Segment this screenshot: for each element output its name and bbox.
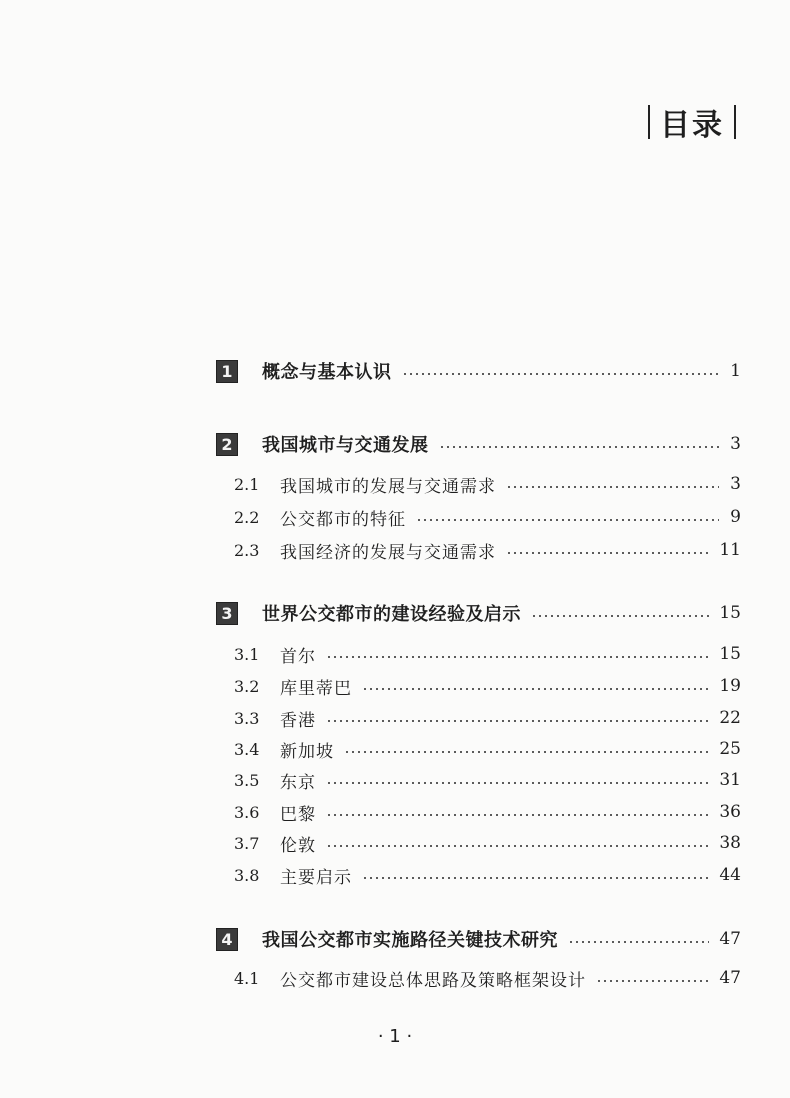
section-2-1[interactable]: [234, 470, 741, 498]
section-number: 3.2: [234, 676, 260, 696]
section-3-3[interactable]: [234, 704, 741, 732]
dot-leader: [596, 980, 709, 982]
section-title: 香港: [280, 710, 316, 731]
page-number: 38: [719, 833, 741, 853]
section-3-8[interactable]: [234, 861, 741, 889]
section-number: 4.1: [234, 968, 260, 988]
section-title: 伦敦: [280, 835, 316, 856]
chapter-title: 世界公交都市的建设经验及启示: [262, 604, 521, 625]
dot-leader: [326, 656, 709, 658]
chapter-title: 我国公交都市实施路径关键技术研究: [262, 930, 558, 951]
section-title: 新加坡: [280, 741, 334, 762]
section-title: 库里蒂巴: [280, 678, 352, 699]
section-title: 公交都市的特征: [280, 509, 406, 530]
chapter-2[interactable]: [216, 429, 741, 459]
section-title: 我国经济的发展与交通需求: [280, 542, 496, 563]
section-title: 首尔: [280, 646, 316, 667]
chapter-4[interactable]: [216, 924, 741, 954]
chapter-number-badge: 2: [216, 433, 238, 456]
section-number: 3.6: [234, 802, 260, 822]
page-number: 15: [719, 644, 741, 664]
section-title: 巴黎: [280, 804, 316, 825]
page-number: 36: [719, 802, 741, 822]
section-title: 公交都市建设总体思路及策略框架设计: [280, 970, 586, 991]
page-number: 11: [719, 540, 741, 560]
section-number: 2.3: [234, 540, 260, 560]
dot-leader: [326, 845, 709, 847]
page-folio: · 1 ·: [377, 1026, 413, 1047]
dot-leader: [506, 486, 719, 488]
page-number: 9: [730, 507, 741, 527]
dot-leader: [568, 941, 709, 943]
chapter-3[interactable]: [216, 598, 741, 628]
page-number: 47: [719, 968, 741, 988]
page-number: 22: [719, 708, 741, 728]
section-title: 我国城市的发展与交通需求: [280, 476, 496, 497]
chapter-number-badge: 4: [216, 928, 238, 951]
page-number: 44: [719, 865, 741, 885]
section-number: 3.1: [234, 644, 260, 664]
section-number: 3.4: [234, 739, 260, 759]
section-3-7[interactable]: [234, 829, 741, 857]
section-3-5[interactable]: [234, 766, 741, 794]
title-bar-left: [648, 105, 650, 139]
dot-leader: [362, 877, 709, 879]
page-number: 3: [730, 434, 741, 454]
section-3-1[interactable]: [234, 640, 741, 668]
section-number: 3.5: [234, 770, 260, 790]
chapter-1[interactable]: [216, 356, 741, 386]
page-number: 1: [730, 361, 741, 381]
toc-heading: [638, 100, 746, 144]
page-number: 31: [719, 770, 741, 790]
section-4-1[interactable]: [234, 964, 741, 992]
page-number: 15: [719, 603, 741, 623]
dot-leader: [362, 688, 709, 690]
dot-leader: [344, 751, 709, 753]
toc-title: 目录: [660, 108, 724, 143]
dot-leader: [439, 446, 720, 448]
section-title: 主要启示: [280, 867, 352, 888]
section-2-2[interactable]: [234, 503, 741, 531]
dot-leader: [506, 552, 709, 554]
chapter-title: 概念与基本认识: [262, 362, 392, 383]
chapter-number-badge: 3: [216, 602, 238, 625]
page-number: 19: [719, 676, 741, 696]
section-3-4[interactable]: [234, 735, 741, 763]
dot-leader: [402, 373, 720, 375]
title-bar-right: [734, 105, 736, 139]
dot-leader: [326, 814, 709, 816]
section-number: 2.2: [234, 507, 260, 527]
dot-leader: [416, 519, 719, 521]
section-title: 东京: [280, 772, 316, 793]
page-number: 25: [719, 739, 741, 759]
section-2-3[interactable]: [234, 536, 741, 564]
dot-leader: [531, 615, 709, 617]
section-3-2[interactable]: [234, 672, 741, 700]
dot-leader: [326, 720, 709, 722]
section-number: 3.8: [234, 865, 260, 885]
chapter-number-badge: 1: [216, 360, 238, 383]
section-3-6[interactable]: [234, 798, 741, 826]
section-number: 3.3: [234, 708, 260, 728]
section-number: 3.7: [234, 833, 260, 853]
page-number: 47: [719, 929, 741, 949]
section-number: 2.1: [234, 474, 260, 494]
page-number: 3: [730, 474, 741, 494]
dot-leader: [326, 782, 709, 784]
chapter-title: 我国城市与交通发展: [262, 435, 429, 456]
